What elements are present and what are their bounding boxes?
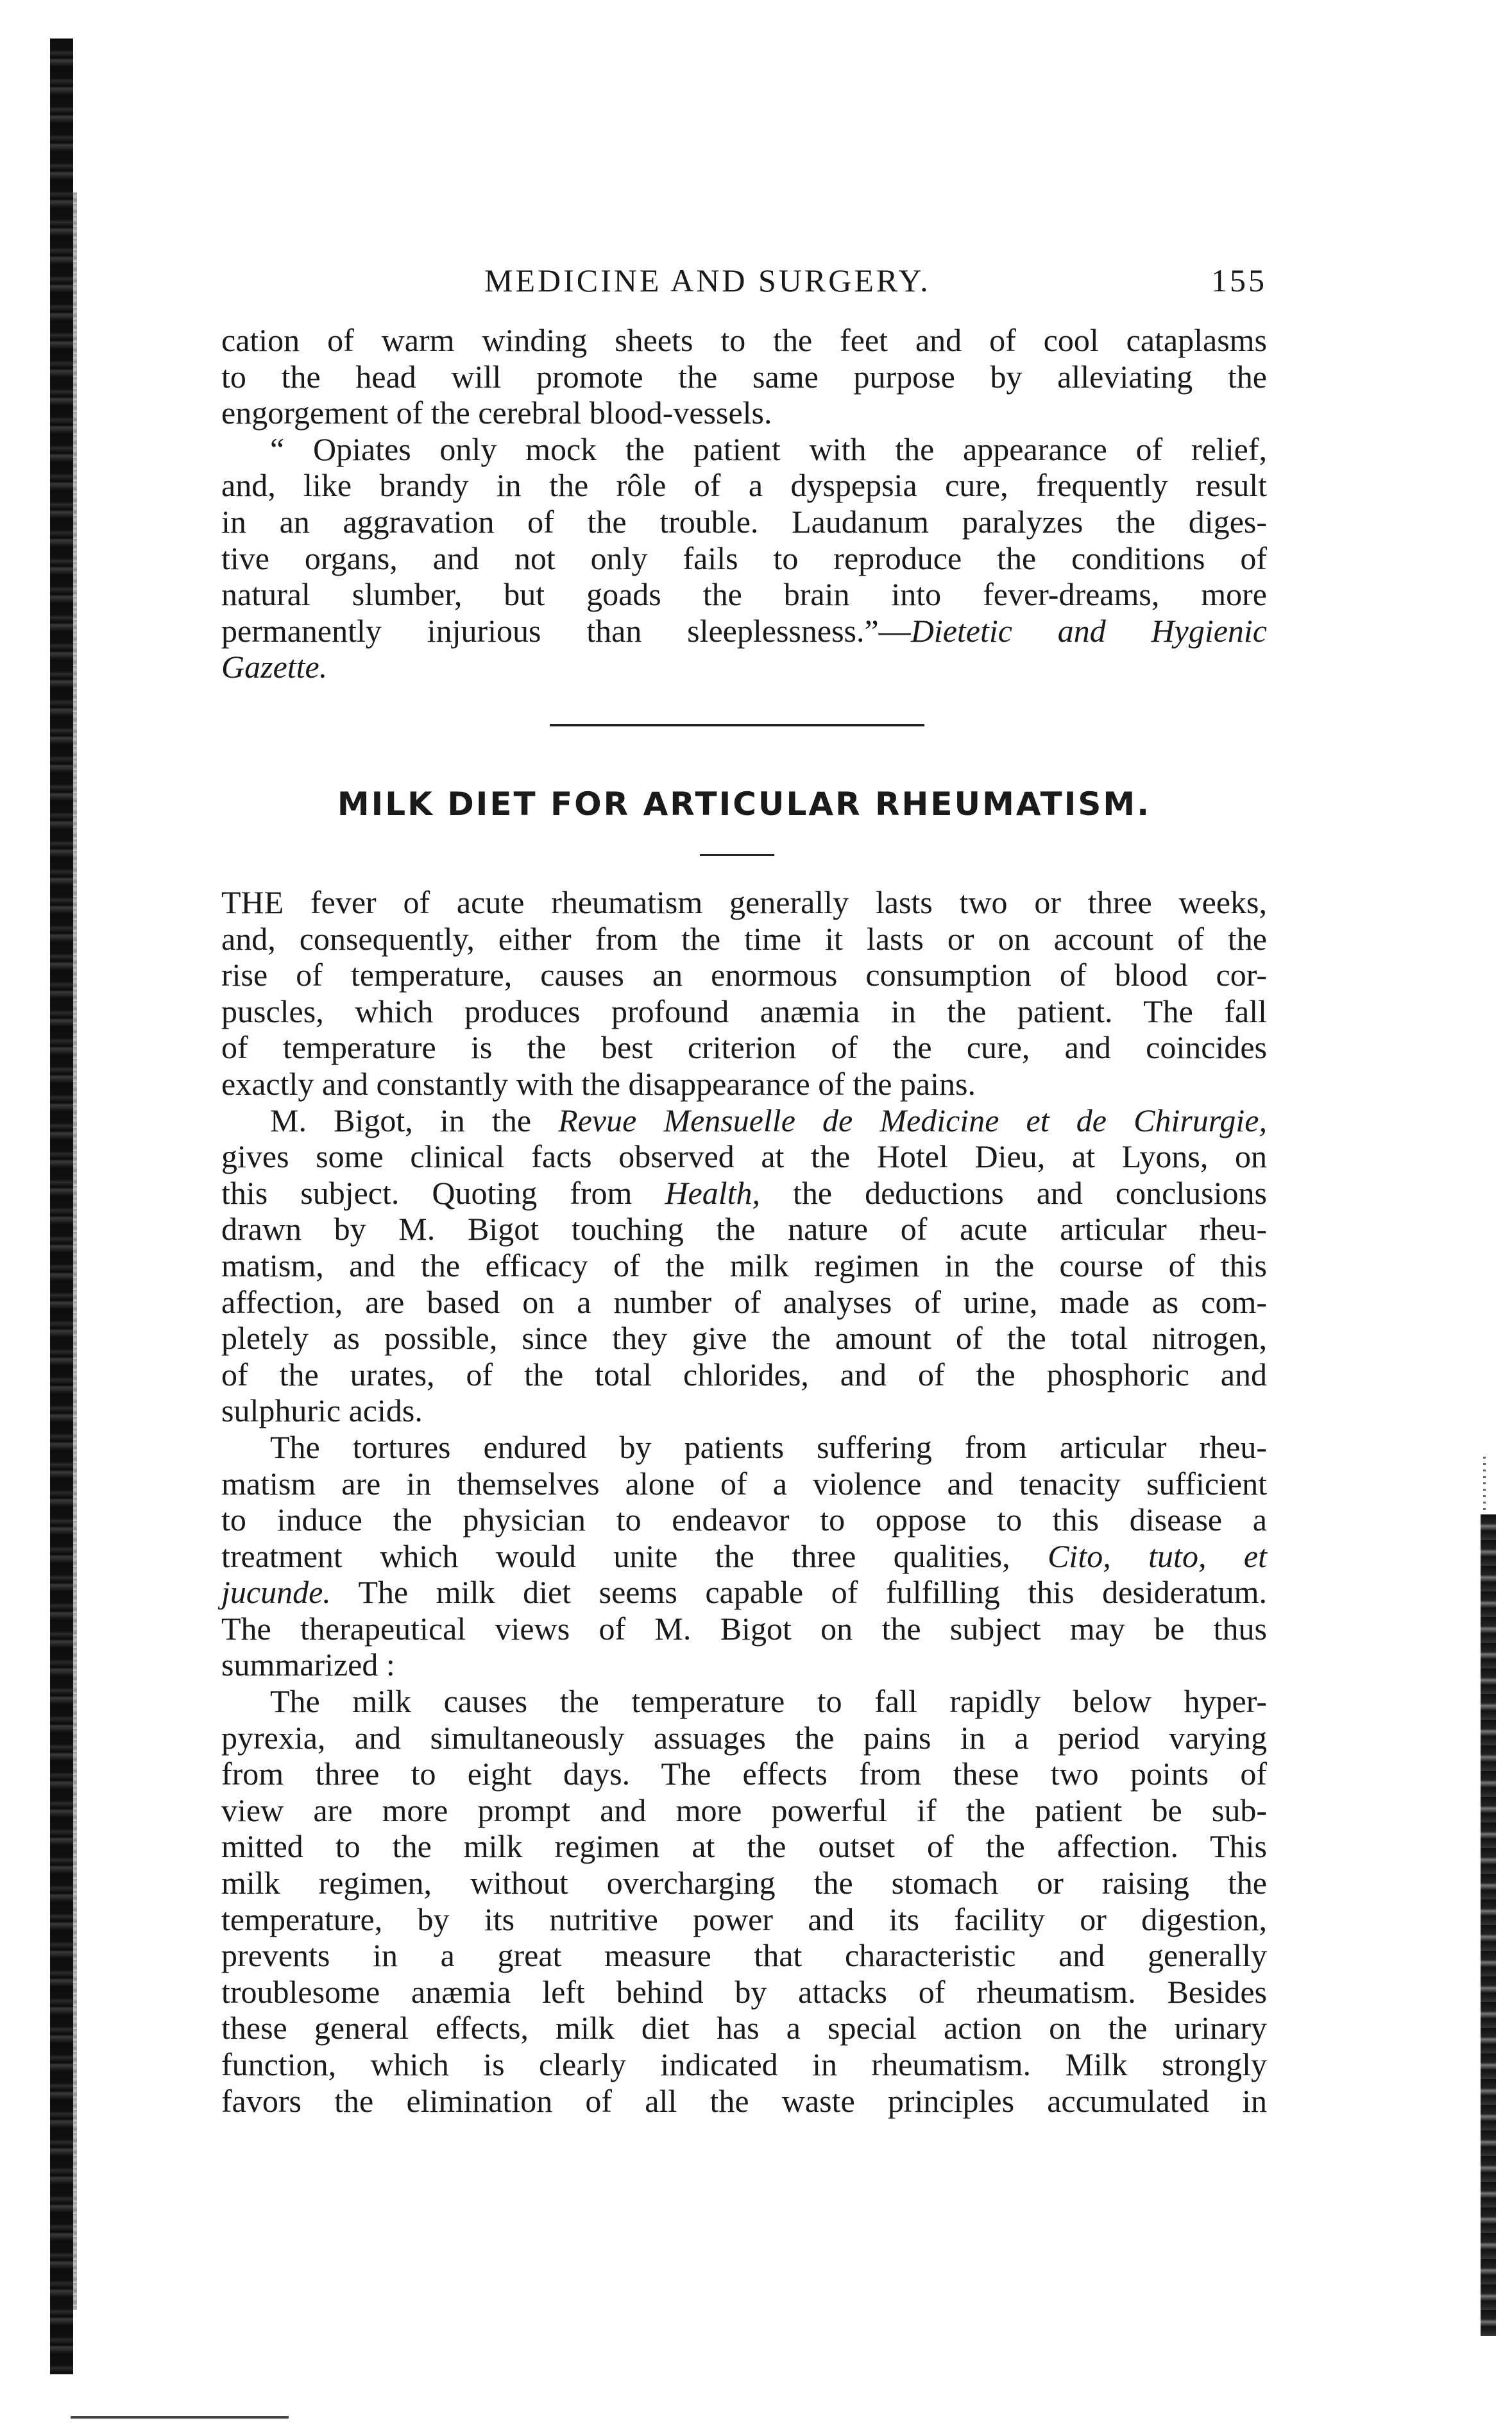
line-text: The tortures endured by patients suffering from articular rheu- <box>270 1428 1267 1465</box>
text-line <box>221 540 1267 577</box>
line-text: and, like brandy in the rôle of a dyspepsia cure, frequently result <box>221 467 1267 504</box>
line-text: permanently injurious than sleeplessness.”— <box>221 612 911 649</box>
italic-text: Health, <box>665 1174 761 1211</box>
line-text: pletely as possible, since they give the amount of the total nitrogen, <box>221 1320 1267 1357</box>
italic-text: Cito, tuto, et <box>1048 1538 1267 1574</box>
text-line <box>221 921 1267 957</box>
text-line <box>221 1937 1267 1974</box>
line-text: The milk diet seems capable of fulfilling this desideratum. <box>330 1574 1267 1611</box>
page-number: 155 <box>1211 262 1267 298</box>
line-text: milk regimen, without overcharging the stomach or raising the <box>221 1865 1267 1901</box>
book-edge-shadow-right <box>1481 1514 1496 2336</box>
line-text: The milk causes the temperature to fall rapidly below hyper- <box>270 1683 1267 1720</box>
line-text: of the urates, of the total chlorides, and of the phosphoric and <box>221 1356 1267 1392</box>
line-text: this subject. Quoting from <box>221 1174 665 1211</box>
text-line <box>221 1865 1267 1901</box>
italic-text: Gazette. <box>221 649 328 685</box>
line-text: prevents in a great measure that characteristic and generally <box>221 1937 1267 1974</box>
heading-dash-rule <box>700 854 774 856</box>
text-line <box>221 1211 1267 1247</box>
text-line <box>221 613 1267 649</box>
text-line <box>221 993 1267 1030</box>
text-line <box>221 467 1267 504</box>
text-line <box>221 504 1267 540</box>
text-line <box>221 1320 1267 1357</box>
scan-edge-line <box>71 2416 289 2419</box>
line-text: THE fever of acute rheumatism generally lasts two or three weeks, <box>221 884 1267 920</box>
text-line <box>221 1538 1267 1575</box>
text-line <box>221 1974 1267 2010</box>
text-line <box>221 1611 1267 1647</box>
line-text: in an aggravation of the trouble. Laudanum paralyzes the diges- <box>221 503 1267 540</box>
text-line <box>221 2083 1267 2120</box>
text-line <box>221 1792 1267 1829</box>
text-line <box>221 649 1267 685</box>
line-text: puscles, which produces profound anæmia in the patient. The fall <box>221 993 1267 1029</box>
text-line <box>221 322 1267 359</box>
text-line <box>221 2010 1267 2046</box>
line-text: view are more prompt and more powerful if the patient be sub- <box>221 1792 1267 1828</box>
line-text: tive organs, and not only fails to reproduce the conditions of <box>221 540 1267 576</box>
line-text: sulphuric acids. <box>221 1392 423 1429</box>
text-line <box>221 1720 1267 1756</box>
line-text: M. Bigot, in the <box>270 1102 559 1138</box>
text-line <box>221 1357 1267 1393</box>
line-text: favors the elimination of all the waste principles accumulated in <box>221 2082 1267 2119</box>
running-title: MEDICINE AND SURGERY. <box>484 262 931 298</box>
text-line <box>221 395 1267 431</box>
article-heading: MILK DIET FOR ARTICULAR RHEUMATISM. <box>337 785 1151 823</box>
text-line <box>221 1284 1267 1321</box>
text-line <box>221 1138 1267 1175</box>
line-text: affection, are based on a number of analyses of urine, made as com- <box>221 1283 1267 1320</box>
line-text: engorgement of the cerebral blood-vessels. <box>221 395 772 431</box>
text-line <box>221 957 1267 993</box>
text-line <box>221 1175 1267 1212</box>
scan-speckle <box>1483 1457 1486 1514</box>
line-text: drawn by M. Bigot touching the nature of acute articular rheu- <box>221 1211 1267 1247</box>
text-line <box>221 576 1267 613</box>
line-text: treatment which would unite the three qualities, <box>221 1538 1048 1574</box>
line-text: temperature, by its nutritive power and its facility or digestion, <box>221 1901 1267 1937</box>
line-text: of temperature is the best criterion of the cure, and coincides <box>221 1029 1267 1066</box>
text-line <box>221 1102 1267 1139</box>
line-text: matism, and the efficacy of the milk regimen in the course of this <box>221 1247 1267 1283</box>
line-text: matism are in themselves alone of a violence and tenacity sufficient <box>221 1465 1267 1502</box>
line-text: the deductions and conclusions <box>760 1174 1267 1211</box>
line-text: and, consequently, either from the time it lasts or on account of the <box>221 920 1267 957</box>
line-text: to induce the physician to endeavor to oppose to this disease a <box>221 1502 1267 1538</box>
text-line <box>221 1647 1267 1683</box>
text-line <box>221 884 1267 921</box>
text-line <box>221 1828 1267 1865</box>
text-line <box>221 1247 1267 1284</box>
line-text: exactly and constantly with the disappearance of the pains. <box>221 1065 976 1102</box>
book-spine-shadow-left <box>50 39 73 2374</box>
continuation-paragraphs <box>221 322 1267 685</box>
article-body <box>221 884 1267 2119</box>
line-text: natural slumber, but goads the brain into fever-dreams, more <box>221 576 1267 613</box>
line-text: gives some clinical facts observed at the Hotel Dieu, at Lyons, on <box>221 1138 1267 1175</box>
text-line <box>221 1502 1267 1538</box>
line-text: troublesome anæmia left behind by attacks of rheumatism. Besides <box>221 1973 1267 2010</box>
line-text: pyrexia, and simultaneously assuages the pains in a period varying <box>221 1719 1267 1756</box>
line-text: to the head will promote the same purpose by alleviating the <box>221 358 1267 395</box>
line-text: rise of temperature, causes an enormous consumption of blood cor- <box>221 957 1267 993</box>
line-text: function, which is clearly indicated in rheumatism. Milk strongly <box>221 2046 1267 2082</box>
italic-text: Revue Mensuelle de Medicine et de Chirurgie, <box>558 1102 1267 1138</box>
text-line <box>221 1029 1267 1066</box>
text-line <box>221 359 1267 395</box>
italic-text: jucunde. <box>221 1574 331 1611</box>
line-text: The therapeutical views of M. Bigot on the subject may be thus <box>221 1610 1267 1647</box>
text-line <box>221 2046 1267 2083</box>
text-line <box>221 431 1267 468</box>
line-text: mitted to the milk regimen at the outset of the affection. This <box>221 1828 1267 1865</box>
text-line <box>221 1574 1267 1611</box>
page-gutter-edge <box>73 193 77 2310</box>
text-line <box>221 1466 1267 1502</box>
text-line <box>221 1429 1267 1466</box>
text-line <box>221 1066 1267 1102</box>
text-line <box>221 1901 1267 1938</box>
section-separator-rule <box>550 724 924 726</box>
line-text: “ Opiates only mock the patient with the appearance of relief, <box>270 431 1267 467</box>
italic-text: Dietetic and Hygienic <box>910 612 1267 649</box>
line-text: from three to eight days. The effects from these two points of <box>221 1756 1267 1792</box>
text-line <box>221 1756 1267 1792</box>
text-line <box>221 1392 1267 1429</box>
line-text: summarized : <box>221 1647 395 1683</box>
line-text: cation of warm winding sheets to the feet and of cool cataplasms <box>221 322 1267 358</box>
text-line <box>221 1683 1267 1720</box>
line-text: these general effects, milk diet has a special action on the urinary <box>221 2010 1267 2046</box>
running-header <box>221 262 1267 300</box>
